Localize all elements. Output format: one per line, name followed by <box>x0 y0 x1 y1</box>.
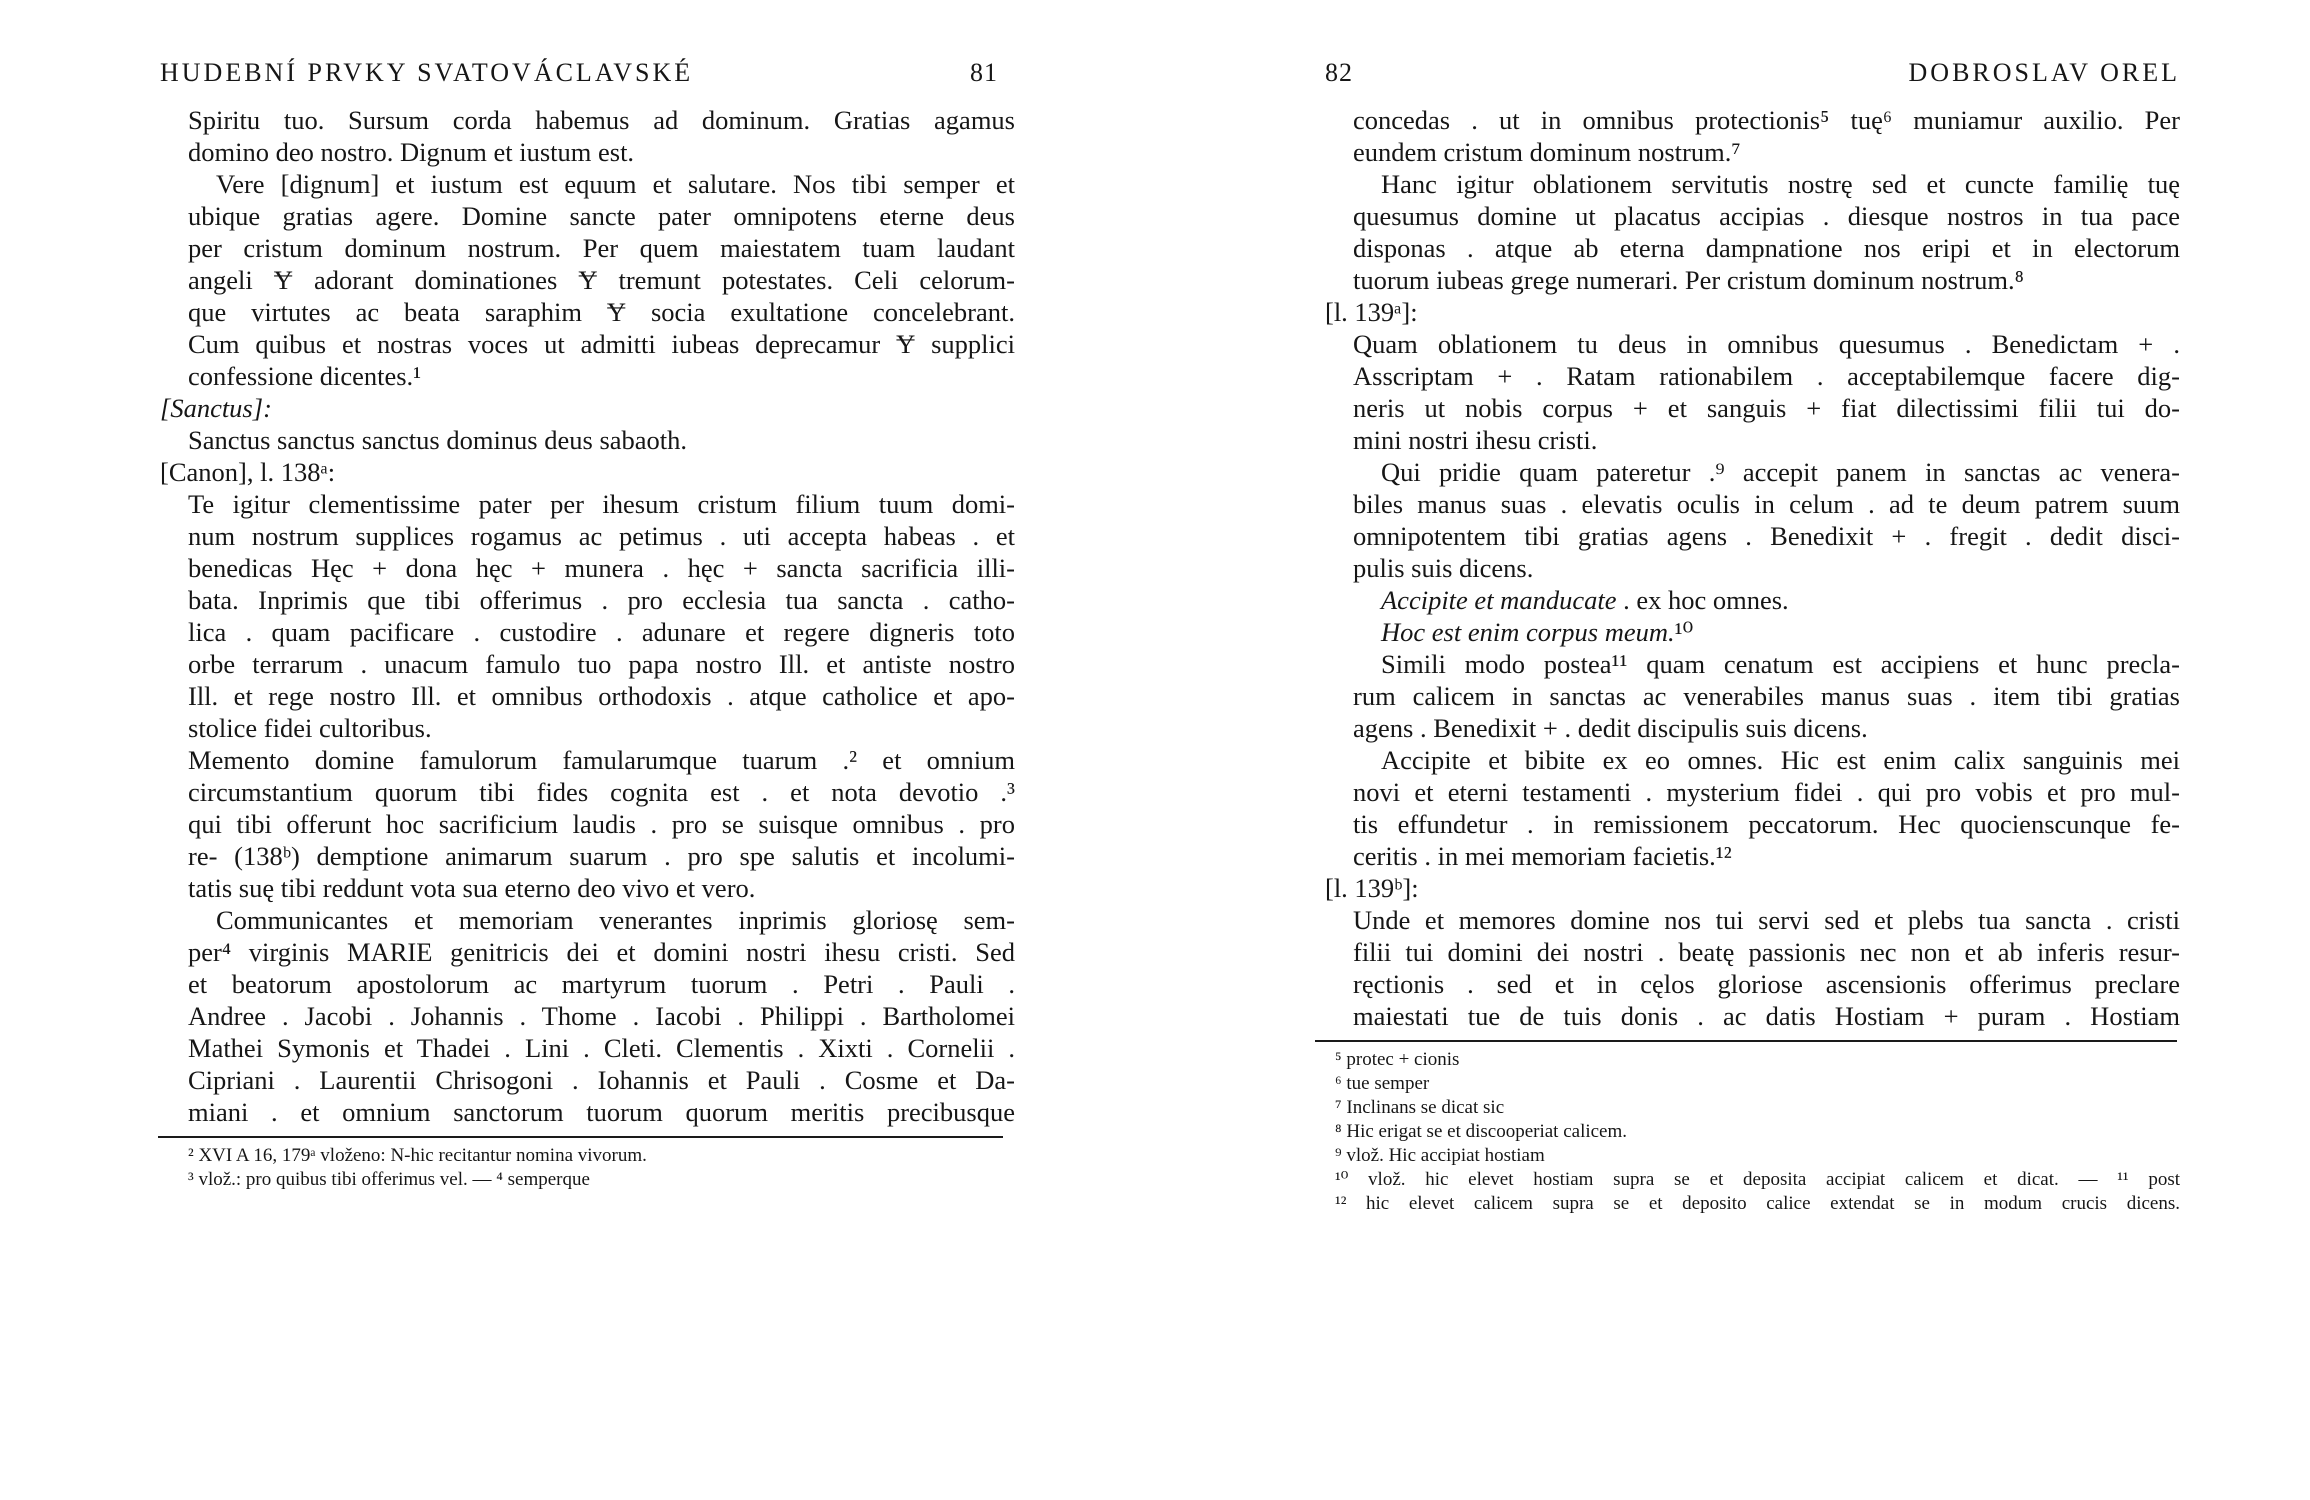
text-line: re- (138ᵇ) demptione animarum suarum . pro spe salutis et incolumi- <box>188 841 1015 871</box>
text-line: angeli Ɏ adorant dominationes Ɏ tremunt potestates. Celi celorum- <box>188 265 1015 295</box>
text-line: tatis suę tibi reddunt vota sua eterno deo vivo et vero. <box>188 873 756 903</box>
text-line <box>1325 584 2180 616</box>
text-line: concedas . ut in omnibus protectionis⁵ tuę⁶ muniamur auxilio. Per <box>1353 105 2180 135</box>
text-line: quesumus domine ut placatus accipias . diesque nostros in tua pace <box>1353 201 2180 231</box>
text-line: Unde et memores domine nos tui servi sed et plebs tua sancta . cristi <box>1353 905 2180 935</box>
text-line: maiestati tue de tuis donis . ac datis Hostiam + puram . Hostiam <box>1353 1001 2180 1031</box>
section-heading: [Sanctus]: <box>160 393 272 423</box>
page-number: 81 <box>970 58 998 87</box>
text-line: Te igitur clementissime pater per ihesum cristum filium tuum domi- <box>188 489 1015 519</box>
text-line: Qui pridie quam pateretur .⁹ accepit panem in sanctas ac venera- <box>1381 457 2180 487</box>
text-line: Memento domine famulorum famularumque tuarum .² et omnium <box>188 745 1015 775</box>
text-line: benedicas Hęc + dona hęc + munera . hęc + sancta sacrificia illi- <box>188 553 1015 583</box>
text-line: disponas . atque ab eterna dampnatione nos eripi et in electorum <box>1353 233 2180 263</box>
text-line: Quam oblationem tu deus in omnibus quesumus . Benedictam + . <box>1353 329 2180 359</box>
text-line: per⁴ virginis MARIE genitricis dei et domini nostri ihesu cristi. Sed <box>188 937 1015 967</box>
text-line: confessione dicentes.¹ <box>188 361 422 391</box>
text-line: Spiritu tuo. Sursum corda habemus ad dominum. Gratias agamus <box>188 105 1015 135</box>
text-line: ubique gratias agere. Domine sancte pater omnipotens eterne deus <box>188 201 1015 231</box>
running-head: DOBROSLAV OREL <box>1908 58 2180 87</box>
text-line: mini nostri ihesu cristi. <box>1353 425 1598 455</box>
text-line: Mathei Symonis et Thadei . Lini . Cleti. Clementis . Xixti . Cornelii . <box>188 1033 1015 1063</box>
section-heading: [l. 139ᵃ]: <box>1325 297 1418 327</box>
text-line: biles manus suas . elevatis oculis in celum . ad te deum patrem suum <box>1353 489 2180 519</box>
text-line: Cipriani . Laurentii Chrisogoni . Iohannis et Pauli . Cosme et Da- <box>188 1065 1015 1095</box>
running-head: HUDEBNÍ PRVKY SVATOVÁCLAVSKÉ <box>160 58 694 87</box>
section-heading: [Canon], l. 138ᵃ: <box>160 457 336 487</box>
footnote: ¹² hic elevet calicem supra se et deposito calice extendat se in modum crucis dicens. <box>1335 1193 2180 1214</box>
section-heading: [l. 139ᵇ]: <box>1325 873 1419 903</box>
text-line: Simili modo postea¹¹ quam cenatum est accipiens et hunc precla- <box>1381 649 2180 679</box>
text-line: et beatorum apostolorum ac martyrum tuorum . Petri . Pauli . <box>188 969 1015 999</box>
text-line: rum calicem in sanctas ac venerabiles manus suas . item tibi gratias <box>1353 681 2180 711</box>
footnote: ³ vlož.: pro quibus tibi offerimus vel. — ⁴ semperque <box>188 1169 590 1190</box>
text-line: circumstantium quorum tibi fides cognita est . et nota devotio .³ <box>188 777 1015 807</box>
text-fragment: . ex hoc omnes. <box>1616 585 1789 615</box>
text-line: Sanctus sanctus sanctus dominus deus sabaoth. <box>188 425 688 455</box>
footnote: ⁸ Hic erigat se et discooperiat calicem. <box>1335 1121 1628 1142</box>
text-line: neris ut nobis corpus + et sanguis + fiat dilectissimi filii tui do- <box>1353 393 2180 423</box>
italic-phrase: Hoc est enim corpus meum. <box>1381 617 1675 647</box>
text-line: Vere [dignum] et iustum est equum et salutare. Nos tibi semper et <box>216 169 1015 199</box>
text-line: Accipite et bibite ex eo omnes. Hic est enim calix sanguinis mei <box>1381 745 2180 775</box>
right-page-text <box>1325 104 2180 1032</box>
text-line: lica . quam pacificare . custodire . adunare et regere digneris toto <box>188 617 1015 647</box>
text-line: novi et eterni testamenti . mysterium fidei . qui pro vobis et pro mul- <box>1353 777 2180 807</box>
text-line: num nostrum supplices rogamus ac petimus . uti accepta habeas . et <box>188 521 1015 551</box>
text-line: qui tibi offerunt hoc sacrificium laudis . pro se suisque omnibus . pro <box>188 809 1015 839</box>
left-page-header <box>160 58 1015 104</box>
left-footnotes <box>160 1144 1015 1192</box>
left-page <box>160 58 1015 1192</box>
footnote-marker: ¹⁰ <box>1674 617 1694 647</box>
right-page-header <box>1325 58 2180 104</box>
right-footnotes <box>1325 1048 2180 1216</box>
text-line: miani . et omnium sanctorum tuorum quorum meritis precibusque <box>188 1097 1015 1127</box>
text-line: filii tui domini dei nostri . beatę passionis nec non et ab inferis resur- <box>1353 937 2180 967</box>
footnote: ⁹ vlož. Hic accipiat hostiam <box>1335 1145 1545 1166</box>
text-line: Cum quibus et nostras voces ut admitti iubeas deprecamur Ɏ supplici <box>188 329 1015 359</box>
text-line: Communicantes et memoriam venerantes inprimis gloriosę sem- <box>216 905 1015 935</box>
right-page <box>1325 58 2180 1216</box>
text-line: bata. Inprimis que tibi offerimus . pro ecclesia tua sancta . catho- <box>188 585 1015 615</box>
text-line: Hanc igitur oblationem servitutis nostrę sed et cuncte familię tuę <box>1381 169 2180 199</box>
text-line: tuorum iubeas grege numerari. Per cristum dominum nostrum.⁸ <box>1353 265 2024 295</box>
text-line: domino deo nostro. Dignum et iustum est. <box>188 137 635 167</box>
text-line: orbe terrarum . unacum famulo tuo papa nostro Ill. et antiste nostro <box>188 649 1015 679</box>
text-line: per cristum dominum nostrum. Per quem maiestatem tuam laudant <box>188 233 1015 263</box>
text-line: tis effundetur . in remissionem peccatorum. Hec quocienscunque fe- <box>1353 809 2180 839</box>
text-line <box>1325 616 2180 648</box>
text-line: Andree . Jacobi . Johannis . Thome . Iacobi . Philippi . Bartholomei <box>188 1001 1015 1031</box>
italic-phrase: Accipite et manducate <box>1381 585 1617 615</box>
left-page-text <box>160 104 1015 1128</box>
text-line: Asscriptam + . Ratam rationabilem . acceptabilemque facere dig- <box>1353 361 2180 391</box>
text-line: pulis suis dicens. <box>1353 553 1534 583</box>
text-line: Ill. et rege nostro Ill. et omnibus orthodoxis . atque catholice et apo- <box>188 681 1015 711</box>
footnote: ² XVI A 16, 179ᵃ vloženo: N-hic recitantur nomina vivorum. <box>188 1145 647 1166</box>
text-line: omnipotentem tibi gratias agens . Benedixit + . fregit . dedit disci- <box>1353 521 2180 551</box>
text-line: ręctionis . sed et in cęlos gloriose ascensionis offerimus preclare <box>1353 969 2180 999</box>
text-line: ceritis . in mei memoriam facietis.¹² <box>1353 841 1732 871</box>
footnote: ⁶ tue semper <box>1335 1073 1430 1094</box>
text-line: stolice fidei cultoribus. <box>188 713 432 743</box>
page-number: 82 <box>1325 58 1353 87</box>
footnote: ⁷ Inclinans se dicat sic <box>1335 1097 1505 1118</box>
text-line: agens . Benedixit + . dedit discipulis suis dicens. <box>1353 713 1868 743</box>
text-line: eundem cristum dominum nostrum.⁷ <box>1353 137 1741 167</box>
text-line: que virtutes ac beata saraphim Ɏ socia exultatione concelebrant. <box>188 297 1015 327</box>
footnote-rule <box>158 1136 1003 1138</box>
footnote: ⁵ protec + cionis <box>1335 1049 1460 1070</box>
footnote: ¹⁰ vlož. hic elevet hostiam supra se et deposita accipiat calicem et dicat. — ¹¹ post <box>1335 1169 2180 1190</box>
footnote-rule <box>1315 1040 2177 1042</box>
